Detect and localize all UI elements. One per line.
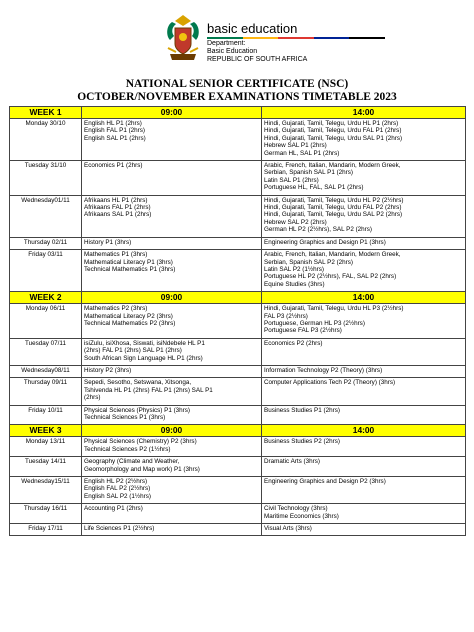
brand-name: basic education — [207, 21, 298, 36]
exam-day-line: Friday 03/11 — [28, 251, 63, 259]
afternoon-exams-line: Portuguese HL, FAL, SAL P1 (2hrs) — [264, 184, 364, 192]
afternoon-exams-line: Portuguese HL P2 (2½hrs), FAL, SAL P2 (2hrs) — [264, 273, 397, 281]
afternoon-exams-line: Portuguese FAL P3 (2½hrs) — [264, 327, 342, 335]
morning-exams-line: (2hrs) FAL P1 (2hrs) SAL P1 (2hrs) — [84, 347, 182, 355]
cell-spacer — [84, 500, 259, 502]
cell-spacer — [264, 520, 463, 522]
afternoon-exams-line: Hebrew SAL P1 (2hrs) — [264, 142, 327, 150]
morning-exams-line: isiZulu, isiXhosa, Siswati, isiNdebele HL P1 — [84, 339, 205, 347]
morning-exams-line: Afrikaans FAL P1 (2hrs) — [84, 204, 151, 212]
morning-exams — [82, 504, 262, 524]
afternoon-exams — [262, 437, 466, 457]
exam-day-line: Thursday 09/11 — [23, 379, 68, 387]
table-row — [10, 365, 466, 377]
cell-spacer — [12, 446, 79, 448]
afternoon-exams-line: Engineering Graphics and Design P2 (3hrs) — [264, 478, 386, 486]
afternoon-exams-line: Serbian, Spanish SAL P1 (2hrs) — [264, 169, 354, 177]
week-label: WEEK 2 — [10, 292, 82, 304]
afternoon-exams-line: Portuguese, German HL P3 (2½hrs) — [264, 319, 365, 327]
cell-spacer — [12, 246, 79, 248]
exam-day — [10, 405, 82, 425]
table-row — [10, 161, 466, 196]
morning-exams — [82, 250, 262, 292]
exam-day — [10, 237, 82, 249]
afternoon-exams-line: Information Technology P2 (Theory) (3hrs) — [264, 366, 383, 374]
department-line: REPUBLIC OF SOUTH AFRICA — [207, 56, 308, 63]
morning-exams — [82, 338, 262, 365]
morning-exams-line: English FAL P1 (2hrs) — [84, 127, 146, 135]
morning-exams — [82, 477, 262, 504]
flag-stripe — [207, 37, 385, 39]
week-header-row — [10, 292, 466, 304]
table-row — [10, 250, 466, 292]
cell-spacer — [84, 532, 259, 534]
afternoon-exams-line: Arabic, French, Italian, Mandarin, Modern Greek, — [264, 162, 401, 170]
morning-exams — [82, 119, 262, 161]
cell-spacer — [12, 387, 79, 389]
morning-exams-line: Physical Sciences (Physics) P1 (3hrs) — [84, 406, 191, 414]
morning-exams-line: Technical Mathematics P1 (3hrs) — [84, 265, 176, 273]
cell-spacer — [84, 219, 259, 221]
exam-day — [10, 477, 82, 504]
afternoon-exams-line: German HL, SAL P1 (2hrs) — [264, 149, 340, 157]
afternoon-exams-line: Hindi, Gujarati, Tamil, Telegu, Urdu SAL P2 (2hrs) — [264, 211, 403, 219]
exam-day-line: Tuesday 07/11 — [25, 339, 66, 347]
cell-spacer — [264, 387, 463, 389]
flag-stripe-segment — [349, 37, 385, 39]
week-header-row — [10, 107, 466, 119]
morning-session-header: 09:00 — [82, 107, 262, 119]
exam-day — [10, 524, 82, 536]
morning-exams — [82, 365, 262, 377]
cell-spacer — [12, 313, 79, 315]
afternoon-exams-line: Equine Studies (3hrs) — [264, 280, 325, 288]
title-line: OCTOBER/NOVEMBER EXAMINATIONS TIMETABLE 2023 — [77, 91, 397, 103]
morning-exams-line: History P1 (3hrs) — [84, 238, 132, 246]
morning-session-header: 09:00 — [82, 425, 262, 437]
cell-spacer — [264, 157, 463, 159]
cell-spacer — [264, 246, 463, 248]
cell-spacer — [84, 142, 259, 144]
table-row — [10, 119, 466, 161]
morning-exams-line: English HL P2 (2½hrs) — [84, 478, 148, 486]
header — [160, 8, 460, 70]
morning-exams — [82, 437, 262, 457]
cell-spacer — [12, 127, 79, 129]
cell-spacer — [264, 347, 463, 349]
morning-exams — [82, 304, 262, 339]
morning-session-header: 09:00 — [82, 292, 262, 304]
cell-spacer — [12, 513, 79, 515]
morning-exams-line: Mathematical Literacy P1 (3hrs) — [84, 258, 173, 266]
morning-exams-line: English FAL P2 (2½hrs) — [84, 485, 151, 493]
morning-exams-line: Mathematics P2 (3hrs) — [84, 305, 148, 313]
cell-spacer — [264, 414, 463, 416]
cell-spacer — [12, 374, 79, 376]
exam-day-line: Friday 17/11 — [28, 525, 63, 533]
cell-spacer — [12, 259, 79, 261]
afternoon-exams-line: Hindi, Gujarati, Tamil, Telegu, Urdu FAL P2 (2hrs) — [264, 204, 402, 212]
morning-exams-line: Technical Mathematics P2 (3hrs) — [84, 319, 176, 327]
afternoon-exams-line: Business Studies P2 (2hrs) — [264, 438, 340, 446]
exam-day — [10, 119, 82, 161]
afternoon-exams — [262, 195, 466, 237]
morning-exams-line: Geography (Climate and Weather, — [84, 458, 180, 466]
cell-spacer — [264, 335, 463, 337]
afternoon-session-header: 14:00 — [262, 292, 466, 304]
table-row — [10, 457, 466, 477]
morning-exams — [82, 524, 262, 536]
morning-exams-line: Economics P1 (2hrs) — [84, 162, 143, 170]
morning-exams-line: Accounting P1 (2hrs) — [84, 505, 143, 513]
afternoon-exams — [262, 304, 466, 339]
table-row — [10, 338, 466, 365]
coat-of-arms-icon — [164, 12, 202, 64]
afternoon-exams — [262, 250, 466, 292]
cell-spacer — [12, 532, 79, 534]
afternoon-exams — [262, 161, 466, 196]
cell-spacer — [12, 204, 79, 206]
week-label: WEEK 1 — [10, 107, 82, 119]
afternoon-exams — [262, 378, 466, 405]
afternoon-exams-line: Hindi, Gujarati, Tamil, Telegu, Urdu HL P2 (2½hrs) — [264, 196, 404, 204]
exam-day — [10, 304, 82, 339]
morning-exams-line: Physical Sciences (Chemistry) P2 (3hrs) — [84, 438, 197, 446]
cell-spacer — [84, 246, 259, 248]
afternoon-session-header: 14:00 — [262, 107, 466, 119]
exam-day — [10, 365, 82, 377]
cell-spacer — [12, 485, 79, 487]
morning-exams-line: History P2 (3hrs) — [84, 366, 132, 374]
flag-stripe-segment — [243, 37, 279, 39]
cell-spacer — [84, 374, 259, 376]
cell-spacer — [264, 288, 463, 290]
morning-exams-line: Mathematical Literacy P2 (3hrs) — [84, 312, 173, 320]
table-row — [10, 237, 466, 249]
afternoon-exams-line: FAL P3 (2½hrs) — [264, 312, 308, 320]
afternoon-exams-line: Latin SAL P2 (1½hrs) — [264, 265, 324, 273]
cell-spacer — [264, 466, 463, 468]
morning-exams-line: English SAL P2 (1½hrs) — [84, 492, 151, 500]
exam-day — [10, 457, 82, 477]
afternoon-exams-line: Maritime Economics (3hrs) — [264, 512, 339, 520]
cell-spacer — [84, 473, 259, 475]
table-row — [10, 524, 466, 536]
cell-spacer — [264, 374, 463, 376]
afternoon-exams-line: Dramatic Arts (3hrs) — [264, 458, 320, 466]
afternoon-exams-line: Hebrew SAL P2 (2hrs) — [264, 218, 327, 226]
afternoon-exams — [262, 365, 466, 377]
afternoon-exams-line: Hindi, Gujarati, Tamil, Telegu, Urdu HL P3 (2½hrs) — [264, 305, 404, 313]
cell-spacer — [264, 192, 463, 194]
afternoon-exams — [262, 405, 466, 425]
department-line: Basic Education — [207, 48, 258, 55]
exam-day-line: Monday 06/11 — [25, 305, 66, 313]
exam-day-line: Monday 30/10 — [25, 120, 66, 127]
table-row — [10, 504, 466, 524]
afternoon-exams-line: Business Studies P1 (2hrs) — [264, 406, 340, 414]
exam-day-line: Tuesday 31/10 — [24, 162, 67, 170]
afternoon-exams-line: Arabic, French, Italian, Mandarin, Modern Greek, — [264, 251, 401, 259]
exam-day-line: Monday 13/11 — [25, 438, 66, 446]
afternoon-exams — [262, 504, 466, 524]
exam-day-line: Wednesday — [21, 196, 55, 204]
exam-day — [10, 338, 82, 365]
document-title — [0, 78, 474, 104]
exam-day — [10, 504, 82, 524]
afternoon-exams — [262, 119, 466, 161]
department-lines — [207, 40, 307, 64]
morning-exams-line: Mathematics P1 (3hrs) — [84, 251, 148, 259]
table-row — [10, 195, 466, 237]
flag-stripe-segment — [314, 37, 350, 39]
afternoon-exams — [262, 524, 466, 536]
afternoon-exams-line: Economics P2 (2hrs) — [264, 339, 323, 347]
morning-exams — [82, 161, 262, 196]
exam-day — [10, 195, 82, 237]
cell-spacer — [264, 532, 463, 534]
department-line: Department: — [207, 40, 246, 47]
afternoon-exams-line: Hindi, Gujarati, Tamil, Telegu, Urdu HL P1 (2hrs) — [264, 120, 399, 127]
table-row — [10, 437, 466, 457]
morning-exams-line: English SAL P1 (2hrs) — [84, 134, 146, 142]
morning-exams-line: Geomorphology and Map work) P1 (3hrs) — [84, 465, 200, 473]
morning-exams — [82, 405, 262, 425]
cell-spacer — [84, 327, 259, 329]
morning-exams-line: Afrikaans HL P1 (2hrs) — [84, 196, 148, 204]
cell-spacer — [84, 273, 259, 275]
timetable — [9, 106, 466, 536]
cell-spacer — [264, 485, 463, 487]
morning-exams-line: Tshivenda HL P1 (2hrs) FAL P1 (2hrs) SAL P1 — [84, 386, 213, 394]
cell-spacer — [84, 421, 259, 423]
morning-exams — [82, 237, 262, 249]
exam-day — [10, 437, 82, 457]
morning-exams-line: (2hrs) — [84, 394, 101, 402]
afternoon-exams — [262, 338, 466, 365]
afternoon-exams — [262, 477, 466, 504]
morning-exams-line: English HL P1 (2hrs) — [84, 120, 142, 127]
cell-spacer — [12, 169, 79, 171]
cell-spacer — [264, 234, 463, 236]
afternoon-exams — [262, 457, 466, 477]
exam-day-line: 01/11 — [54, 196, 70, 204]
week-label: WEEK 3 — [10, 425, 82, 437]
exam-day-line: Friday 10/11 — [28, 406, 63, 414]
afternoon-exams-line: Hindi, Gujarati, Tamil, Telegu, Urdu SAL P1 (2hrs) — [264, 134, 403, 142]
morning-exams-line: Afrikaans SAL P1 (2hrs) — [84, 211, 152, 219]
exam-day-line: Thursday 02/11 — [23, 238, 68, 246]
exam-day-line: Wednesday — [21, 366, 55, 374]
morning-exams-line: Technical Sciences P2 (1½hrs) — [84, 445, 171, 453]
flag-stripe-segment — [207, 37, 243, 39]
table-row — [10, 405, 466, 425]
cell-spacer — [84, 402, 259, 404]
afternoon-session-header: 14:00 — [262, 425, 466, 437]
morning-exams-line: Life Sciences P1 (2½hrs) — [84, 525, 155, 533]
afternoon-exams-line: Latin SAL P1 (2hrs) — [264, 176, 319, 184]
cell-spacer — [264, 446, 463, 448]
afternoon-exams-line: Visual Arts (3hrs) — [264, 525, 312, 533]
exam-day-line: Wednesday — [21, 478, 55, 486]
morning-exams — [82, 378, 262, 405]
morning-exams-line: Technical Sciences P1 (3hrs) — [84, 414, 166, 421]
afternoon-exams-line: Hindi, Gujarati, Tamil, Telegu, Urdu FAL P1 (2hrs) — [264, 127, 402, 135]
exam-day-line: 15/11 — [54, 478, 70, 486]
afternoon-exams-line: Engineering Graphics and Design P1 (3hrs) — [264, 238, 386, 246]
timetable-body — [10, 107, 466, 536]
week-header-row — [10, 425, 466, 437]
afternoon-exams-line: German HL P2 (2½hrs), SAL P2 (2hrs) — [264, 226, 373, 234]
afternoon-exams — [262, 237, 466, 249]
table-row — [10, 304, 466, 339]
morning-exams-line: South African Sign Language HL P1 (2hrs) — [84, 354, 203, 362]
cell-spacer — [12, 466, 79, 468]
title-line: NATIONAL SENIOR CERTIFICATE (NSC) — [125, 78, 349, 90]
cell-spacer — [84, 362, 259, 364]
morning-exams — [82, 195, 262, 237]
cell-spacer — [12, 414, 79, 416]
table-row — [10, 477, 466, 504]
cell-spacer — [84, 513, 259, 515]
exam-day — [10, 378, 82, 405]
exam-day — [10, 250, 82, 292]
exam-day — [10, 161, 82, 196]
cell-spacer — [84, 169, 259, 171]
afternoon-exams-line: Civil Technology (3hrs) — [264, 505, 328, 513]
exam-day-line: Thursday 16/11 — [23, 505, 68, 513]
exam-day-line: 08/11 — [54, 366, 70, 374]
flag-stripe-segment — [278, 37, 314, 39]
afternoon-exams-line: Computer Applications Tech P2 (Theory) (3hrs) — [264, 379, 396, 387]
morning-exams-line: Sepedi, Sesotho, Setswana, Xitsonga, — [84, 379, 192, 387]
morning-exams — [82, 457, 262, 477]
cell-spacer — [12, 347, 79, 349]
table-row — [10, 378, 466, 405]
cell-spacer — [84, 453, 259, 455]
afternoon-exams-line: Serbian, Spanish SAL P2 (2hrs) — [264, 258, 354, 266]
exam-day-line: Tuesday 14/11 — [25, 458, 66, 466]
